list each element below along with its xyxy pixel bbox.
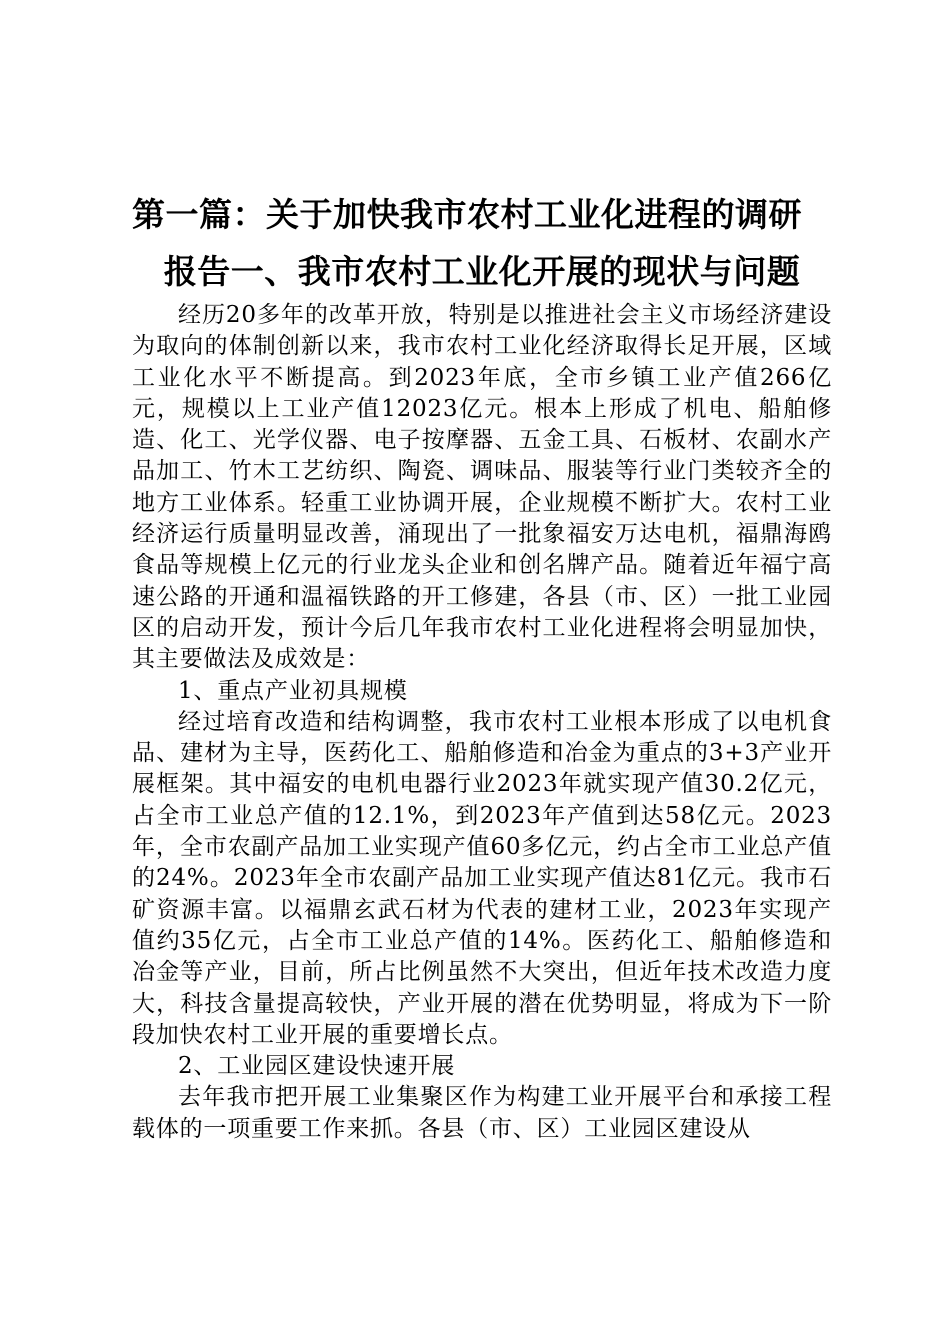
- paragraph-intro: 经历20多年的改革开放，特别是以推进社会主义市场经济建设为取向的体制创新以来，我市农村工业化经济取得长足开展，区域工业化水平不断提高。到2023年底，全市乡镇工业产值266亿元，规模以上工业产值12023亿元。根本上形成了机电、船舶修造、化工、光学仪器、电子按摩器、五金工具、石板材、农副水产品加工、竹木工艺纺织、陶瓷、调味品、服装等行业门类较齐全的地方工业体系。轻重工业协调开展，企业规模不断扩大。农村工业经济运行质量明显改善，涌现出了一批象福安万达电机，福鼎海鸥食品等规模上亿元的行业龙头企业和创名牌产品。随着近年福宁高速公路的开通和温福铁路的开工修建，各县（市、区）一批工业园区的启动开发，预计今后几年我市农村工业化进程将会明显加快，其主要做法及成效是：: [132, 302, 832, 673]
- section-heading-1: 1、重点产业初具规模: [178, 677, 408, 704]
- title-line-2: 报告一、我市农村工业化开展的现状与问题: [163, 252, 801, 291]
- title-line-1: 第一篇：关于加快我市农村工业化进程的调研: [132, 195, 802, 234]
- document-title: [132, 186, 832, 300]
- paragraph-parks: 去年我市把开展工业集聚区作为构建工业开展平台和承接工程载体的一项重要工作来抓。各县（市、区）工业园区建设从: [132, 1084, 832, 1142]
- paragraph-industry: 经过培育改造和结构调整，我市农村工业根本形成了以电机食品、建材为主导，医药化工、船舶修造和冶金为重点的3+3产业开展框架。其中福安的电机电器行业2023年就实现产值30.2亿元，占全市工业总产值的12.1%，到2023年产值到达58亿元。2023年，全市农副产品加工业实现产值60多亿元，约占全市工业总产值的24%。2023年全市农副产品加工业实现产值达81亿元。我市石矿资源丰富。以福鼎玄武石材为代表的建材工业，2023年实现产值约35亿元，占全市工业总产值的14%。医药化工、船舶修造和冶金等产业，目前，所占比例虽然不大突出，但近年技术改造力度大，科技含量提高较快，产业开展的潜在优势明显，将成为下一阶段加快农村工业开展的重要增长点。: [132, 708, 832, 1048]
- document-page: [132, 186, 832, 1145]
- section-heading-2: 2、工业园区建设快速开展: [178, 1053, 456, 1080]
